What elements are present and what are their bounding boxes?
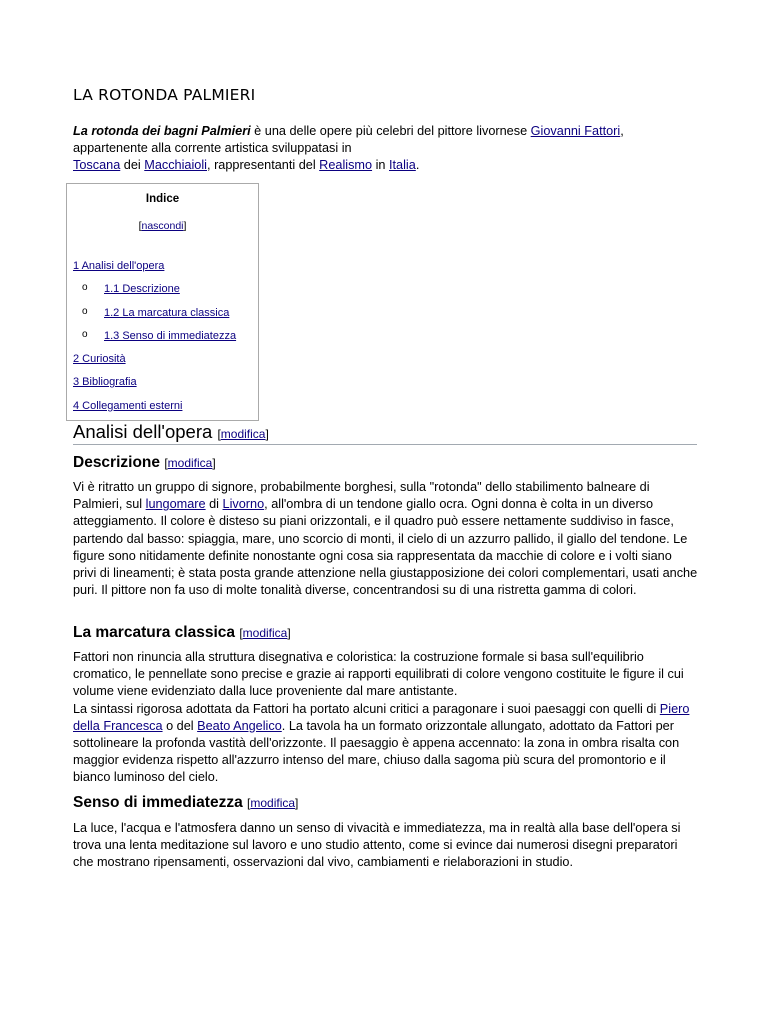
edit-link[interactable]: modifica [220,427,266,441]
intro-text: , rappresentanti del [207,158,320,173]
edit-link[interactable]: modifica [250,796,296,810]
toc-item-analisi[interactable]: 1 Analisi dell'opera [73,260,165,272]
section-heading-analisi [73,421,269,443]
paragraph-text: La sintassi rigorosa adottata da Fattori ha portato alcuni critici a paragonare i suoi paesaggi con quelli di [73,701,660,716]
edit-control: [modifica] [217,427,269,441]
link-lungomare[interactable]: lungomare [145,497,206,512]
heading-text: La marcatura classica [73,624,235,641]
toc-bullet: o [82,306,88,317]
toc-bullet: o [82,282,88,293]
paragraph-text: Fattori non rinuncia alla struttura disegnativa e coloristica: la costruzione formale si basa sull'equilibrio cromatico, le pennellate sono precise e grazie ai rapporti equilibrati di colore vengono costituite le figure il cui volume viene evidenziato dalla luce proveniente dal mare antistante. [73,650,684,699]
link-livorno[interactable]: Livorno [222,497,265,512]
table-of-contents [66,183,259,421]
toc-item-curiosita[interactable]: 2 Curiosità [73,353,126,365]
page-title: LA ROTONDA PALMIERI [73,86,256,104]
intro-text: , appartenente alla corrente artistica sviluppatasi in [73,124,624,156]
paragraph-descrizione [73,479,698,599]
toc-hide-link[interactable]: nascondi [141,220,184,232]
toc-title: Indice [145,193,180,205]
link-italia[interactable]: Italia [389,158,416,173]
toc-item-marcatura[interactable]: 1.2 La marcatura classica [104,307,230,319]
paragraph-text: . La tavola ha un formato orizzontale allungato, adottato da Fattori per sottolineare la profonda vastità dell'orizzonte. Il paesaggio è appena accennato: la zona in ombra risalta con maggior evidenza rispetto all'azzurro intenso del mare, chiuso dalla sagoma più scura del promontorio e il bianco luminoso del cielo. [73,718,680,785]
intro-text: . [415,158,420,173]
edit-control: [modifica] [239,626,291,640]
intro-text: è una delle opere più celebri del pittore livornese [250,124,531,138]
edit-link[interactable]: modifica [242,626,288,640]
edit-control: [modifica] [247,796,299,810]
paragraph-text: La luce, l'acqua e l'atmosfera danno un senso di vivacità e immediatezza, ma in realtà alla base dell'opera si trova una lenta meditazione sul lavoro e uno studio attento, come si evince dai numerosi disegni preparatori che mostrano ripensamenti, osservazioni dal vivo, cambiamenti e rielaborazioni in studio. [73,821,681,870]
link-toscana[interactable]: Toscana [73,158,121,173]
paragraph-marcatura [73,649,698,787]
heading-text: Descrizione [73,454,161,471]
toc-hide-control [67,220,258,232]
toc-item-immediatezza[interactable]: 1.3 Senso di immediatezza [104,330,237,342]
bracket: ] [183,220,187,232]
bracket: [ [138,220,142,232]
paragraph-text: , all'ombra di un tendone giallo ocra. Ogni donna è colta in un diverso atteggiamento. Il colore è disteso su piani orizzontali, e il quadro può essere nettamente suddiviso in fasce, partendo dal basso: spiaggia, mare, uno scorcio di monti, il cielo di un azzurro pallido, il giallo del tendone. Le figure sono nitidamente definite nonostante ogni cosa sia rappresentata da macchie di colore e i volti siano privi di lineamenti; è stata posta grande attenzione nella giustapposizione dei colori complementari, usati anche puri. Il pittore non fa uso di molte tonalità diverse, concentrandosi su di una ristretta gamma di colori. [73,497,698,598]
paragraph-senso [73,820,698,872]
intro-text: in [372,158,389,173]
subsection-heading-senso [73,794,298,812]
section-divider [73,444,697,445]
link-beato-angelico[interactable]: Beato Angelico [197,718,282,733]
subsection-heading-descrizione [73,454,216,472]
link-giovanni-fattori[interactable]: Giovanni Fattori [530,124,621,138]
paragraph-text: di [205,497,223,512]
article-subject: La rotonda dei bagni Palmieri [73,124,251,138]
paragraph-text: o del [162,718,198,733]
link-piero-della-francesca[interactable]: Piero della Francesca [73,701,690,733]
toc-item-descrizione[interactable]: 1.1 Descrizione [104,283,180,295]
paragraph-text: Vi è ritratto un gruppo di signore, probabilmente borghesi, sulla "rotonda" dello stabilimento balneare di Palmieri, sul [73,480,650,512]
link-realismo[interactable]: Realismo [319,158,373,173]
edit-control: [modifica] [164,456,216,470]
intro-text: dei [120,158,145,173]
toc-bullet: o [82,329,88,340]
heading-text: Analisi dell'opera [73,421,213,442]
heading-text: Senso di immediatezza [73,794,243,811]
subsection-heading-marcatura [73,624,291,642]
toc-item-bibliografia[interactable]: 3 Bibliografia [73,376,137,388]
intro-paragraph [73,123,693,175]
link-macchiaioli[interactable]: Macchiaioli [144,158,208,173]
edit-link[interactable]: modifica [167,456,213,470]
toc-item-collegamenti[interactable]: 4 Collegamenti esterni [73,400,183,412]
